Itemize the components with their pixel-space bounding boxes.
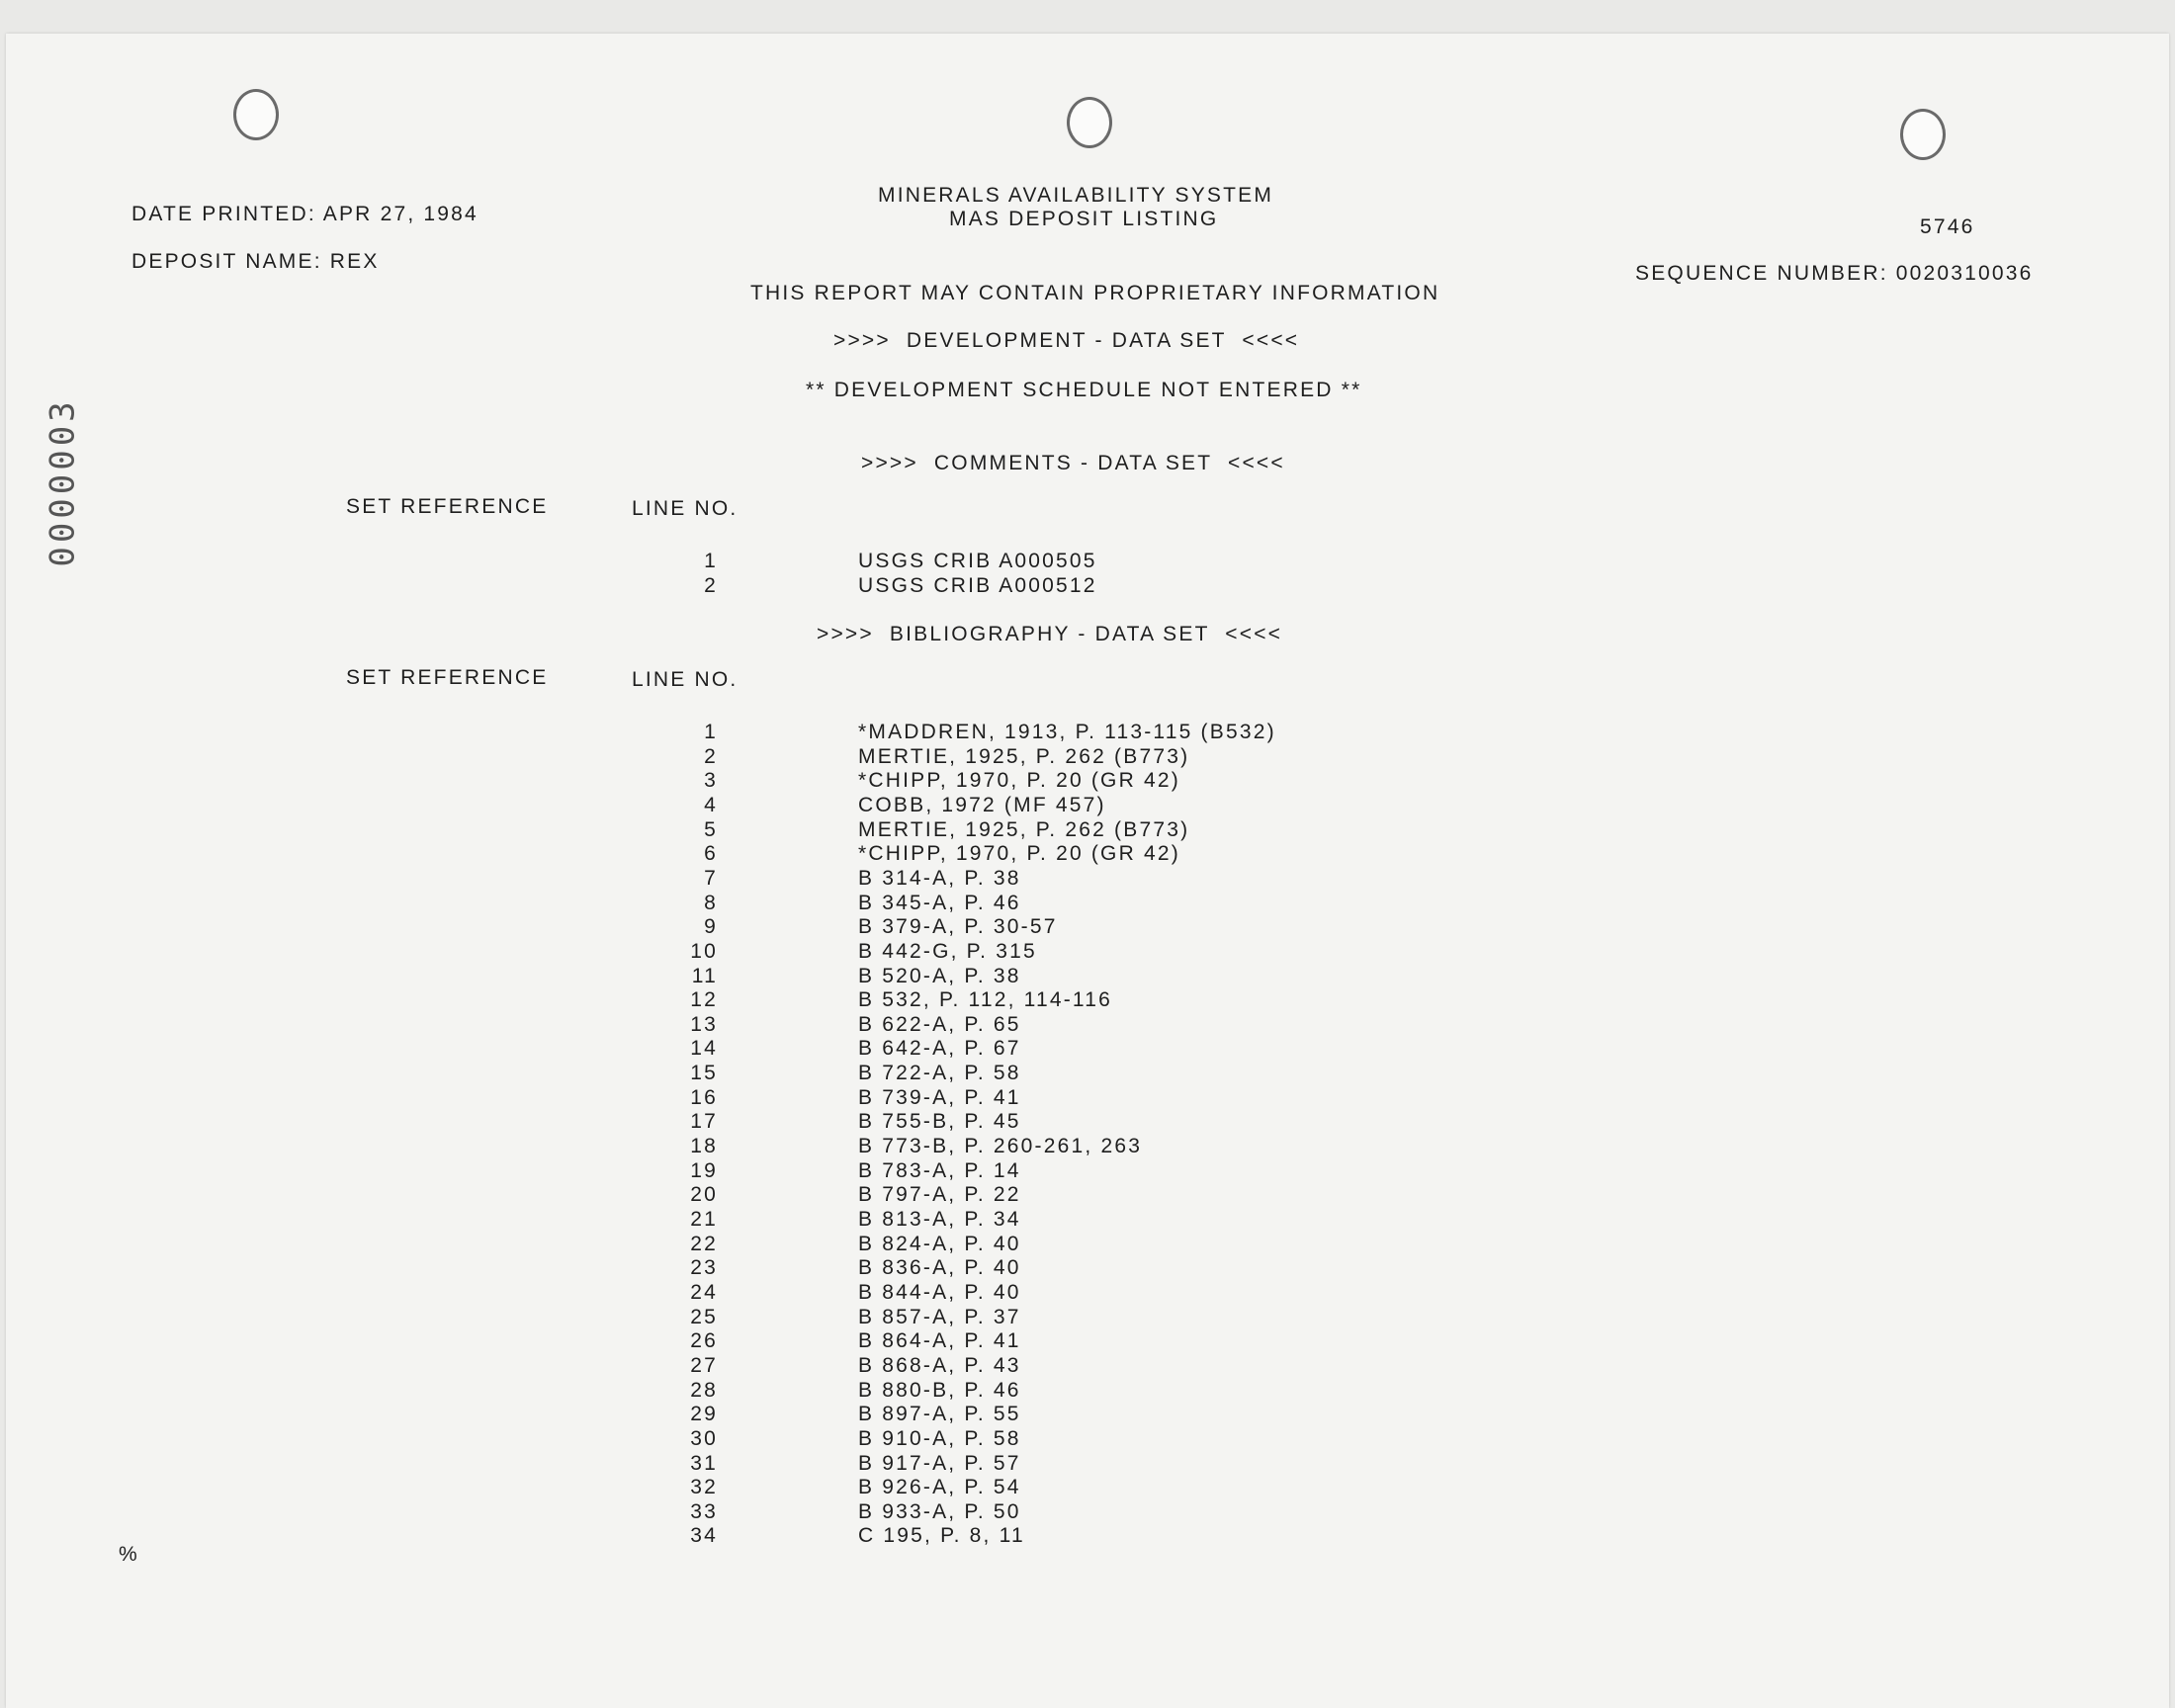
reference-entry: B 926-A, P. 54 <box>858 1476 1021 1499</box>
line-number: 28 <box>690 1378 718 1402</box>
reference-entry: B 379-A, P. 30-57 <box>858 915 1058 939</box>
punch-hole-center <box>1067 97 1112 148</box>
reference-entry: MERTIE, 1925, P. 262 (B773) <box>858 744 1190 768</box>
line-number: 2 <box>704 744 718 768</box>
reference-entry: B 314-A, P. 38 <box>858 866 1021 890</box>
comments-col-line-no: LINE NO. <box>632 497 739 520</box>
line-number: 33 <box>690 1499 718 1523</box>
margin-stamp: 0000003 <box>44 397 84 567</box>
line-number: 15 <box>690 1062 718 1085</box>
reference-entry: B 783-A, P. 14 <box>858 1158 1021 1182</box>
line-number: 8 <box>704 891 718 914</box>
development-notice: ** DEVELOPMENT SCHEDULE NOT ENTERED ** <box>806 379 1362 401</box>
reference-entry: COBB, 1972 (MF 457) <box>858 793 1106 816</box>
reference-entry: B 442-G, P. 315 <box>858 939 1037 963</box>
reference-entry: B 844-A, P. 40 <box>858 1280 1021 1304</box>
line-number: 9 <box>704 915 718 939</box>
line-number: 5 <box>704 817 718 841</box>
footer-mark: % <box>119 1543 139 1566</box>
reference-entry: B 813-A, P. 34 <box>858 1208 1021 1231</box>
line-number: 34 <box>690 1524 718 1548</box>
bibliography-col-line-no: LINE NO. <box>632 668 739 691</box>
reference-entry: B 520-A, P. 38 <box>858 964 1021 987</box>
line-number: 1 <box>704 721 718 743</box>
line-number: 6 <box>704 842 718 866</box>
system-title: MINERALS AVAILABILITY SYSTEM <box>878 184 1274 207</box>
line-number: 24 <box>690 1280 718 1304</box>
reference-entry: B 868-A, P. 43 <box>858 1353 1021 1377</box>
line-number: 20 <box>690 1183 718 1207</box>
comments-heading: >>>> COMMENTS - DATA SET <<<< <box>861 452 1285 474</box>
development-heading: >>>> DEVELOPMENT - DATA SET <<<< <box>833 329 1300 352</box>
reference-entry: B 797-A, P. 22 <box>858 1183 1021 1207</box>
reference-entry: B 722-A, P. 58 <box>858 1062 1021 1085</box>
line-number: 31 <box>690 1451 718 1475</box>
bibliography-heading: >>>> BIBLIOGRAPHY - DATA SET <<<< <box>817 623 1283 645</box>
line-number: 10 <box>690 939 718 963</box>
line-number: 12 <box>690 988 718 1012</box>
sequence-number: SEQUENCE NUMBER: 0020310036 <box>1635 262 2034 285</box>
reference-entry: B 755-B, P. 45 <box>858 1110 1021 1134</box>
reference-entry: B 864-A, P. 41 <box>858 1329 1021 1353</box>
line-number: 21 <box>690 1208 718 1231</box>
line-number: 17 <box>690 1110 718 1134</box>
reference-entry: *MADDREN, 1913, P. 113-115 (B532) <box>858 721 1276 743</box>
reference-entry: B 773-B, P. 260-261, 263 <box>858 1135 1143 1158</box>
listing-title: MAS DEPOSIT LISTING <box>949 208 1219 230</box>
line-number: 7 <box>704 866 718 890</box>
reference-entry: B 897-A, P. 55 <box>858 1403 1021 1426</box>
line-number: 18 <box>690 1135 718 1158</box>
line-number: 2 <box>704 573 718 597</box>
reference-entry: B 933-A, P. 50 <box>858 1499 1021 1523</box>
line-number: 14 <box>690 1037 718 1061</box>
line-number: 19 <box>690 1158 718 1182</box>
reference-entry: B 345-A, P. 46 <box>858 891 1021 914</box>
reference-entry: C 195, P. 8, 11 <box>858 1524 1025 1548</box>
reference-entry: *CHIPP, 1970, P. 20 (GR 42) <box>858 769 1180 793</box>
punch-hole-right <box>1900 109 1946 160</box>
proprietary-notice: THIS REPORT MAY CONTAIN PROPRIETARY INFORMATION <box>750 282 1440 304</box>
line-number: 27 <box>690 1353 718 1377</box>
line-number: 29 <box>690 1403 718 1426</box>
reference-entry: USGS CRIB A000512 <box>858 573 1097 597</box>
page-number: 5746 <box>1920 215 1975 238</box>
line-number: 25 <box>690 1305 718 1328</box>
line-number: 22 <box>690 1232 718 1255</box>
reference-entry: B 739-A, P. 41 <box>858 1085 1021 1109</box>
reference-entry: MERTIE, 1925, P. 262 (B773) <box>858 817 1190 841</box>
line-number: 13 <box>690 1012 718 1036</box>
reference-entry: B 642-A, P. 67 <box>858 1037 1021 1061</box>
reference-entry: B 532, P. 112, 114-116 <box>858 988 1113 1012</box>
comments-col-set-reference: SET REFERENCE <box>346 495 549 518</box>
date-printed: DATE PRINTED: APR 27, 1984 <box>131 203 478 225</box>
reference-entry: *CHIPP, 1970, P. 20 (GR 42) <box>858 842 1180 866</box>
reference-entry: B 917-A, P. 57 <box>858 1451 1021 1475</box>
punch-hole-left <box>233 89 279 140</box>
line-number: 3 <box>704 769 718 793</box>
line-number: 16 <box>690 1085 718 1109</box>
reference-entry: B 880-B, P. 46 <box>858 1378 1021 1402</box>
line-number: 30 <box>690 1426 718 1450</box>
line-number: 23 <box>690 1256 718 1280</box>
reference-entry: B 857-A, P. 37 <box>858 1305 1021 1328</box>
line-number: 26 <box>690 1329 718 1353</box>
reference-entry: B 910-A, P. 58 <box>858 1426 1021 1450</box>
reference-entry: B 622-A, P. 65 <box>858 1012 1021 1036</box>
reference-entry: B 836-A, P. 40 <box>858 1256 1021 1280</box>
reference-entry: B 824-A, P. 40 <box>858 1232 1021 1255</box>
line-number: 11 <box>691 964 718 987</box>
line-number: 32 <box>690 1476 718 1499</box>
reference-entry: USGS CRIB A000505 <box>858 550 1097 572</box>
line-number: 4 <box>704 793 718 816</box>
line-number: 1 <box>704 550 718 572</box>
deposit-name: DEPOSIT NAME: REX <box>131 250 380 273</box>
bibliography-col-set-reference: SET REFERENCE <box>346 666 549 689</box>
